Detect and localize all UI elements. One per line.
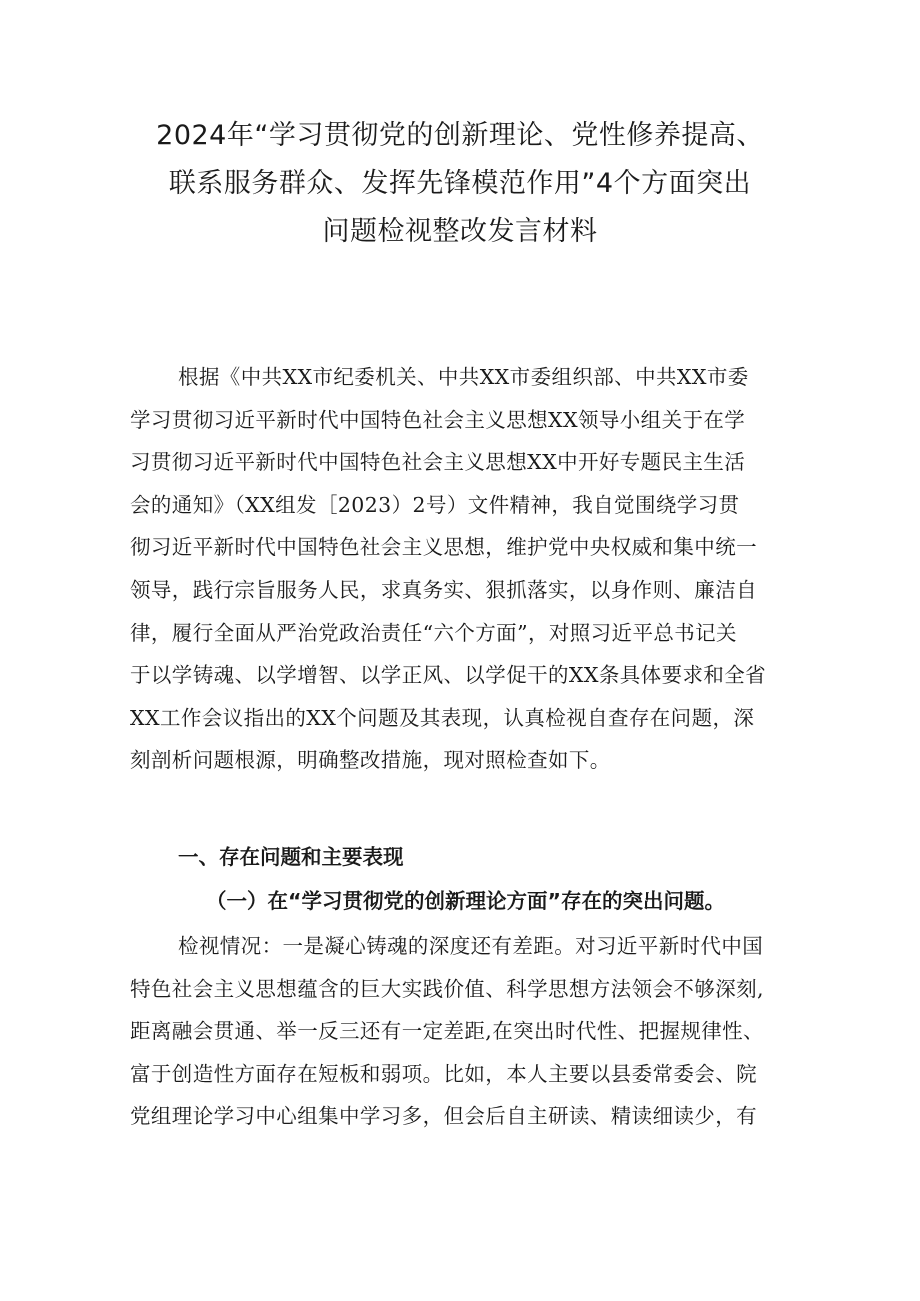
paragraph-line: 彻习近平新时代中国特色社会主义思想，维护党中央权威和集中统一	[130, 535, 757, 560]
paragraph-line: 于以学铸魂、以学增智、以学正风、以学促干的XX条具体要求和全省	[130, 663, 767, 688]
title-line: 联系服务群众、发挥先锋模范作用”4个方面突出	[168, 168, 752, 199]
section-paragraph	[130, 925, 795, 1138]
paragraph-line: 习贯彻习近平新时代中国特色社会主义思想XX中开好专题民主生活	[130, 450, 746, 475]
paragraph-line: 党组理论学习中心组集中学习多，但会后自主研读、精读细读少，有	[130, 1104, 757, 1129]
paragraph-line: 特色社会主义思想蕴含的巨大实践价值、科学思想方法领会不够深刻,	[130, 976, 764, 1001]
paragraph-line: 律，履行全面从严治党政治责任“六个方面”，对照习近平总书记关	[130, 620, 737, 645]
paragraph-line: XX工作会议指出的XX个问题及其表现，认真检视自查存在问题，深	[130, 705, 755, 730]
paragraph-line: 会的通知》（XX组发［2023）2号）文件精神，我自觉围绕学习贯	[130, 492, 740, 517]
section-heading-2: （一）在“学习贯彻党的创新理论方面”存在的突出问题。	[206, 889, 725, 913]
paragraph-line: 学习贯彻习近平新时代中国特色社会主义思想XX领导小组关于在学	[130, 407, 746, 432]
paragraph-line: 刻剖析问题根源，明确整改措施，现对照检查如下。	[130, 748, 611, 773]
title-line: 2024年“学习贯彻党的创新理论、党性修养提高、	[156, 120, 764, 151]
paragraph-line: 领导，践行宗旨服务人民，求真务实、狠抓落实，以身作则、廉洁自	[130, 577, 757, 602]
paragraph-line: 根据《中共XX市纪委机关、中共XX市委组织部、中共XX市委	[178, 365, 749, 389]
paragraph-line: 富于创造性方面存在短板和弱项。比如，本人主要以县委常委会、院	[130, 1061, 757, 1086]
title-line: 问题检视整改发言材料	[322, 216, 598, 247]
document-title	[110, 112, 810, 256]
section-heading-1: 一、存在问题和主要表现	[178, 845, 404, 869]
paragraph-line: 距离融会贯通、举一反三还有一定差距,在突出时代性、把握规律性、	[130, 1019, 764, 1044]
intro-paragraph	[130, 356, 795, 782]
paragraph-line: 检视情况：一是凝心铸魂的深度还有差距。对习近平新时代中国	[178, 934, 764, 958]
